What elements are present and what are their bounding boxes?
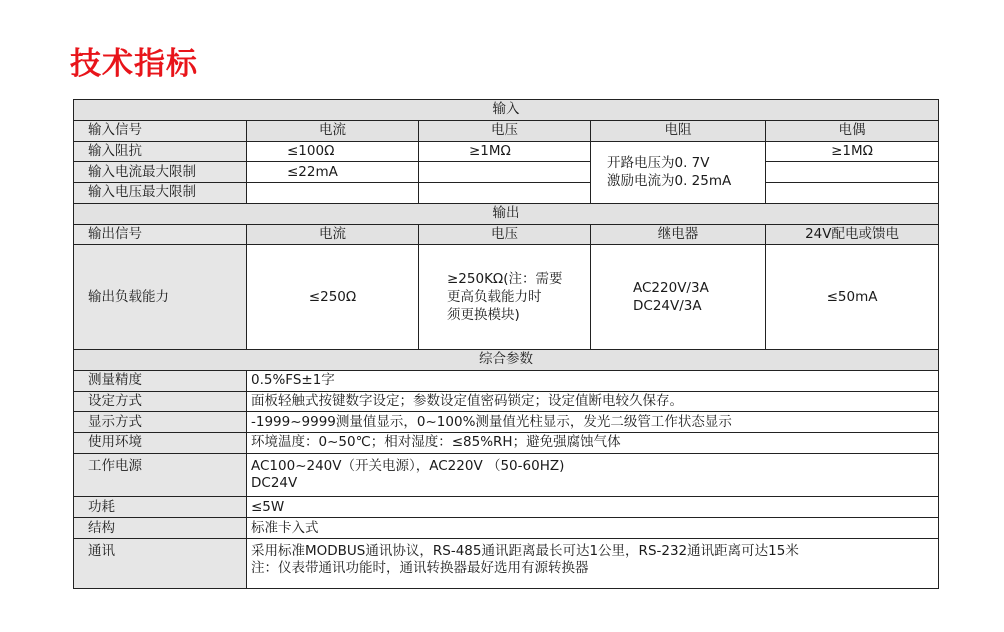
- input-signal-row: [74, 120, 939, 141]
- output-relay-line: DC24V/3A: [633, 298, 702, 315]
- spec-table: [73, 99, 939, 589]
- general-row: [74, 453, 939, 497]
- output-load-label: 输出负载能力: [74, 245, 247, 350]
- general-row-label: 测量精度: [74, 370, 247, 391]
- output-load-relay: [591, 245, 766, 350]
- general-row-line: AC100~240V（开关电源），AC220V （50-60HZ): [251, 457, 565, 474]
- output-voltage-line: 须更换模块): [447, 307, 520, 324]
- general-row-label: 使用环境: [74, 433, 247, 454]
- general-row-label: 设定方式: [74, 391, 247, 412]
- general-row-label: 功耗: [74, 497, 247, 518]
- general-row: [74, 370, 939, 391]
- input-voltage-limit-label: 输入电压最大限制: [74, 183, 247, 204]
- output-relay-line: AC220V/3A: [633, 280, 709, 297]
- output-load-power: ≤50mA: [766, 245, 939, 350]
- input-current-limit-value: ≤22mA: [247, 162, 419, 183]
- input-section-title: 输入: [74, 100, 939, 121]
- empty-cell: [766, 183, 939, 204]
- general-row: [74, 412, 939, 433]
- general-row-value: [247, 538, 939, 588]
- general-row-line: 采用标准MODBUS通讯协议，RS-485通讯距离最长可达1公里，RS-232通讯距离可达15米: [251, 542, 799, 559]
- input-impedance-voltage: ≥1MΩ: [419, 141, 591, 162]
- input-impedance-label: 输入阻抗: [74, 141, 247, 162]
- input-current-limit-row: [74, 162, 939, 183]
- output-header-power: 24V配电或馈电: [766, 224, 939, 245]
- input-impedance-current: ≤100Ω: [247, 141, 419, 162]
- general-row-value: 环境温度：0~50℃；相对湿度：≤85%RH；避免强腐蚀气体: [247, 433, 939, 454]
- general-row-label: 工作电源: [74, 453, 247, 497]
- input-resistance-note: [591, 141, 766, 203]
- general-row-label: 结构: [74, 518, 247, 539]
- input-impedance-thermocouple: ≥1MΩ: [766, 141, 939, 162]
- general-section-row: [74, 350, 939, 371]
- output-voltage-line: ≥250KΩ(注：需要: [447, 271, 563, 288]
- input-current-limit-label: 输入电流最大限制: [74, 162, 247, 183]
- output-section-title: 输出: [74, 203, 939, 224]
- resistance-note-line: 开路电压为0. 7V: [607, 155, 710, 172]
- input-header-thermocouple: 电偶: [766, 120, 939, 141]
- general-row: [74, 433, 939, 454]
- general-row: [74, 391, 939, 412]
- empty-cell: [419, 162, 591, 183]
- general-row-value: 0.5%FS±1字: [247, 370, 939, 391]
- input-signal-label: 输入信号: [74, 120, 247, 141]
- output-header-relay: 继电器: [591, 224, 766, 245]
- input-header-voltage: 电压: [419, 120, 591, 141]
- output-section-row: [74, 203, 939, 224]
- output-signal-row: [74, 224, 939, 245]
- page-title: 技术指标: [70, 46, 198, 82]
- output-header-current: 电流: [247, 224, 419, 245]
- output-voltage-line: 更高负载能力时: [447, 289, 542, 306]
- input-section-row: [74, 100, 939, 121]
- general-row-label: 通讯: [74, 538, 247, 588]
- input-header-current: 电流: [247, 120, 419, 141]
- general-row-line: DC24V: [251, 474, 298, 491]
- input-header-resistance: 电阻: [591, 120, 766, 141]
- general-row-line: 注：仪表带通讯功能时，通讯转换器最好选用有源转换器: [251, 559, 589, 576]
- output-load-row: [74, 245, 939, 350]
- output-load-voltage: [419, 245, 591, 350]
- empty-cell: [419, 183, 591, 204]
- general-row-value: -1999~9999测量值显示，0~100%测量值光柱显示，发光二级管工作状态显示: [247, 412, 939, 433]
- input-impedance-row: [74, 141, 939, 162]
- general-row: [74, 497, 939, 518]
- output-header-voltage: 电压: [419, 224, 591, 245]
- general-row-value: [247, 453, 939, 497]
- output-load-current: ≤250Ω: [247, 245, 419, 350]
- empty-cell: [766, 162, 939, 183]
- resistance-note-line: 激励电流为0. 25mA: [607, 173, 732, 190]
- output-signal-label: 输出信号: [74, 224, 247, 245]
- input-voltage-limit-row: [74, 183, 939, 204]
- general-row-value: ≤5W: [247, 497, 939, 518]
- general-row-label: 显示方式: [74, 412, 247, 433]
- general-row-value: 标准卡入式: [247, 518, 939, 539]
- general-row: [74, 538, 939, 588]
- general-row: [74, 518, 939, 539]
- general-row-value: 面板轻触式按键数字设定；参数设定值密码锁定；设定值断电较久保存。: [247, 391, 939, 412]
- general-section-title: 综合参数: [74, 350, 939, 371]
- empty-cell: [247, 183, 419, 204]
